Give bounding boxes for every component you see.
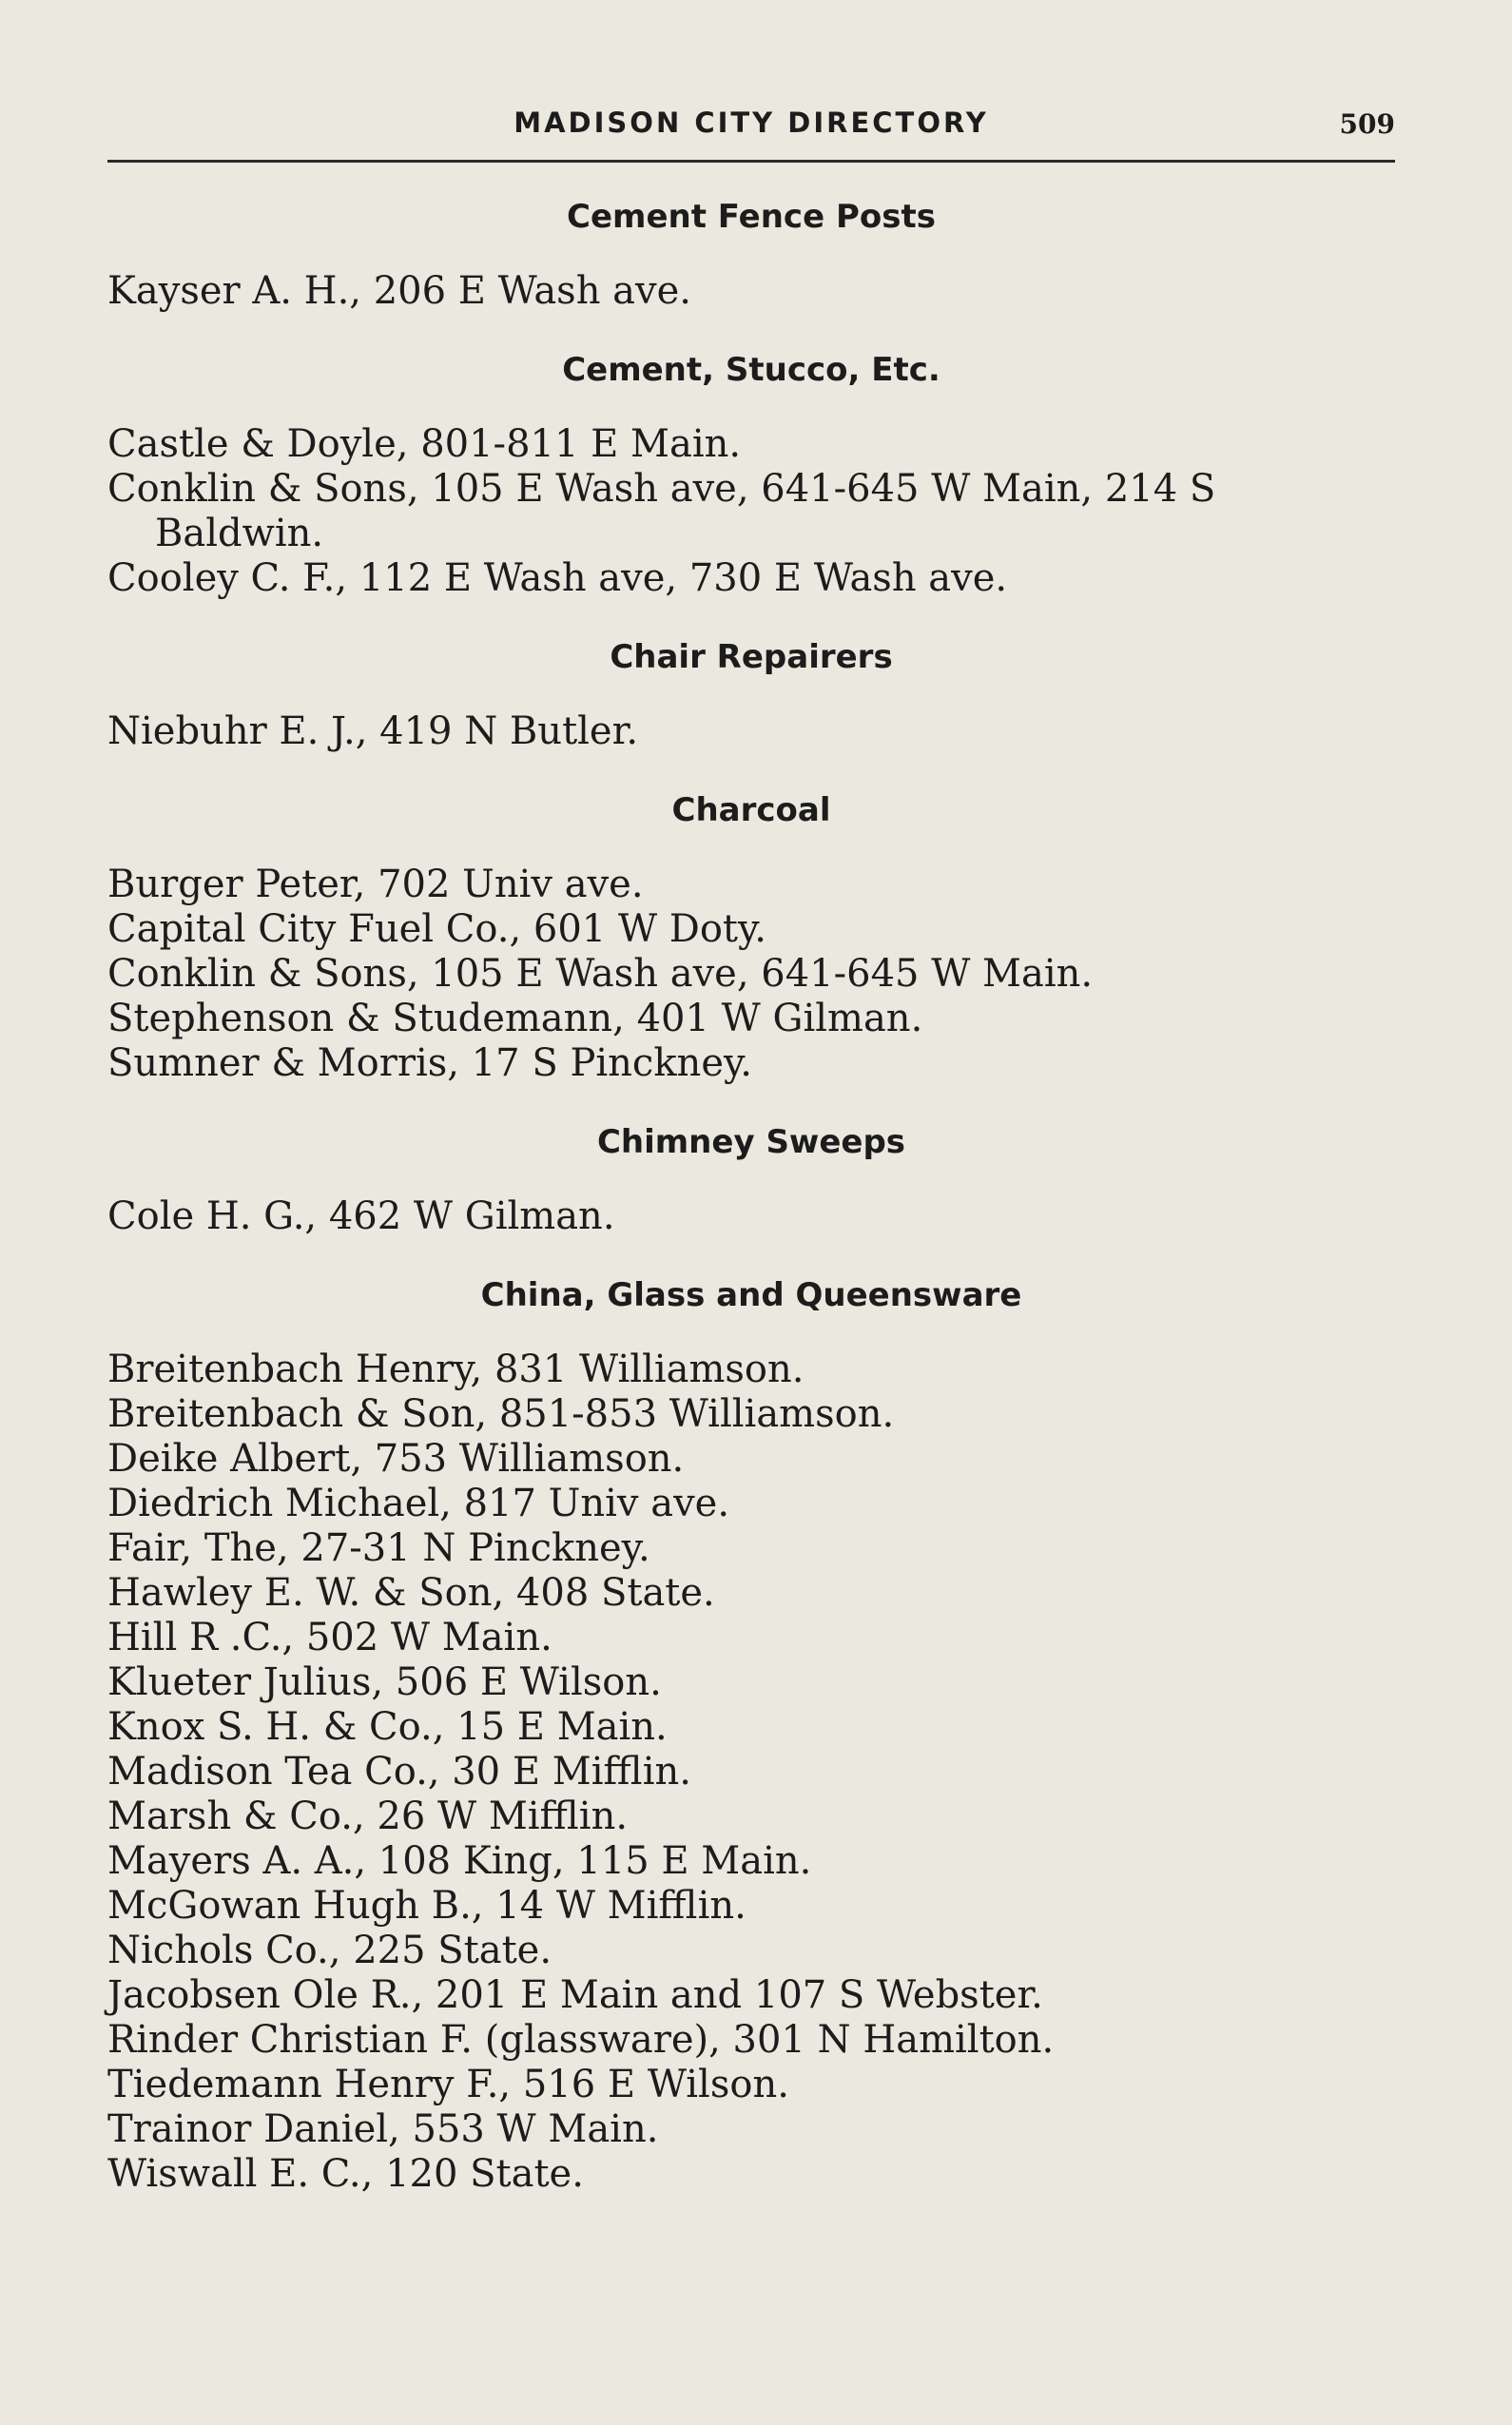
directory-section — [107, 1273, 1395, 2197]
directory-entry: Rinder Christian F. (glassware), 301 N Hamilton. — [107, 2018, 1055, 2062]
directory-entry: Hill R .C., 502 W Main. — [107, 1616, 552, 1659]
directory-entry: Burger Peter, 702 Univ ave. — [107, 863, 644, 906]
directory-section — [107, 348, 1395, 601]
directory-entry: Sumner & Morris, 17 S Pinckney. — [107, 1041, 752, 1085]
directory-entry: Cooley C. F., 112 E Wash ave, 730 E Wash ave. — [107, 556, 1008, 600]
directory-entry: Jacobsen Ole R., 201 E Main and 107 S Webster. — [107, 1973, 1043, 2017]
entry-list — [107, 422, 1395, 601]
section-heading: Charcoal — [671, 791, 831, 829]
directory-entry: Mayers A. A., 108 King, 115 E Main. — [107, 1839, 812, 1883]
section-heading: Chimney Sweeps — [596, 1123, 906, 1161]
directory-entry: Diedrich Michael, 817 Univ ave. — [107, 1482, 730, 1525]
directory-entry: Trainor Daniel, 553 W Main. — [107, 2107, 659, 2151]
directory-section — [107, 1120, 1395, 1239]
running-title: MADISON CITY DIRECTORY — [514, 107, 989, 139]
entry-list — [107, 1194, 1395, 1239]
directory-entry: Breitenbach Henry, 831 Williamson. — [107, 1348, 804, 1391]
directory-entry: Hawley E. W. & Son, 408 State. — [107, 1571, 715, 1615]
entry-list — [107, 709, 1395, 754]
section-heading: Cement, Stucco, Etc. — [562, 351, 940, 389]
directory-listings — [107, 195, 1395, 2197]
section-heading: China, Glass and Queensware — [480, 1276, 1022, 1314]
directory-entry: Capital City Fuel Co., 601 W Doty. — [107, 907, 767, 951]
directory-entry: Knox S. H. & Co., 15 E Main. — [107, 1705, 668, 1749]
directory-entry: Breitenbach & Son, 851-853 Williamson. — [107, 1392, 895, 1436]
directory-entry: Stephenson & Studemann, 401 W Gilman. — [107, 997, 923, 1040]
entry-list — [107, 269, 1395, 314]
directory-entry: Niebuhr E. J., 419 N Butler. — [107, 709, 639, 753]
directory-entry: Klueter Julius, 506 E Wilson. — [107, 1660, 662, 1704]
directory-entry: Tiedemann Henry F., 516 E Wilson. — [107, 2063, 789, 2106]
header-rule — [107, 160, 1395, 163]
directory-entry: Castle & Doyle, 801-811 E Main. — [107, 422, 742, 466]
directory-entry: Marsh & Co., 26 W Mifflin. — [107, 1794, 629, 1838]
section-heading: Cement Fence Posts — [567, 198, 936, 236]
directory-section — [107, 788, 1395, 1086]
directory-entry: Cole H. G., 462 W Gilman. — [107, 1194, 615, 1238]
directory-entry: Kayser A. H., 206 E Wash ave. — [107, 269, 692, 313]
directory-entry: Madison Tea Co., 30 E Mifflin. — [107, 1750, 691, 1794]
directory-entry: Wiswall E. C., 120 State. — [107, 2152, 584, 2196]
section-heading: Chair Repairers — [610, 638, 893, 676]
directory-entry: Fair, The, 27-31 N Pinckney. — [107, 1526, 650, 1570]
directory-section — [107, 195, 1395, 314]
directory-entry: Nichols Co., 225 State. — [107, 1929, 552, 1972]
entry-list — [107, 863, 1395, 1086]
directory-entry: Deike Albert, 753 Williamson. — [107, 1437, 685, 1481]
directory-entry: Conklin & Sons, 105 E Wash ave, 641-645 W Main, 214 S Baldwin. — [107, 467, 1216, 555]
directory-entry: Conklin & Sons, 105 E Wash ave, 641-645 W Main. — [107, 952, 1094, 996]
page-header — [107, 107, 1395, 150]
directory-section — [107, 635, 1395, 754]
page-number: 509 — [1339, 108, 1395, 140]
directory-entry: McGowan Hugh B., 14 W Mifflin. — [107, 1884, 746, 1928]
entry-list — [107, 1348, 1395, 2197]
